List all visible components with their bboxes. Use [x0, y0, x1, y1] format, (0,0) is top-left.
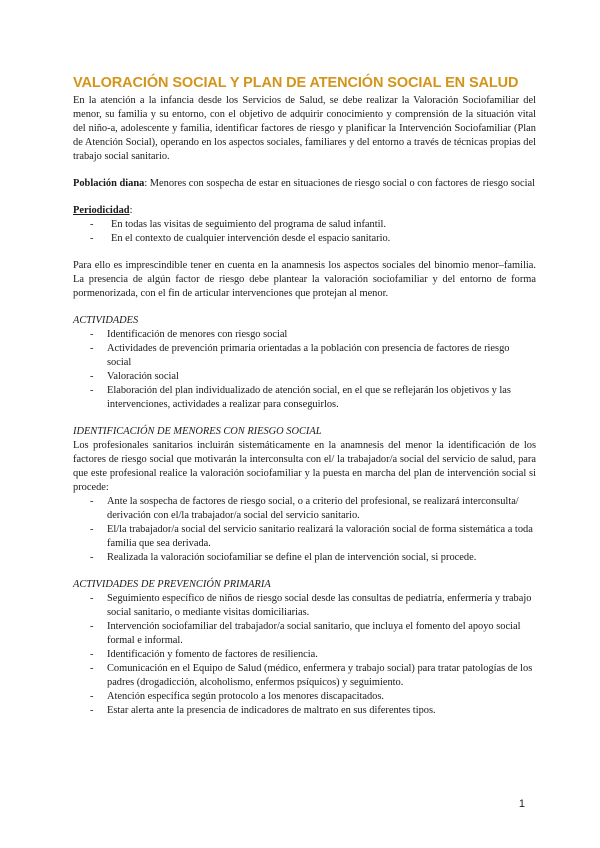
actividades-list — [73, 328, 536, 412]
prevencion-list — [73, 592, 536, 718]
list-item: - Intervención sociofamiliar del trabajador/a social sanitario, que incluya el fomento del apoyo social formal e informal. — [73, 620, 536, 648]
list-item: - Ante la sospecha de factores de riesgo social, o a criterio del profesional, se realizará interconsulta/ derivación con el/la trabajador/a social del servicio sanitario. — [73, 495, 536, 523]
page-title: VALORACIÓN SOCIAL Y PLAN DE ATENCIÓN SOCIAL EN SALUD — [73, 75, 519, 91]
poblacion-diana-paragraph — [73, 177, 536, 191]
list-item: - Identificación y fomento de factores de resiliencia. — [73, 648, 536, 662]
list-item: - Estar alerta ante la presencia de indicadores de maltrato en sus diferentes tipos. — [73, 704, 536, 718]
page-number: 1 — [518, 798, 525, 810]
anamnesis-paragraph: Para ello es imprescindible tener en cuenta en la anamnesis los aspectos sociales del binomio menor–familia. La presencia de algún factor de riesgo debe plantear la valoración sociofamiliar y del entorno de forma pormenorizada, con el fin de articular intervenciones que protejan al menor. — [73, 260, 536, 299]
list-item: - Valoración social — [73, 370, 536, 384]
intro-paragraph: En la atención a la infancia desde los Servicios de Salud, se debe realizar la Valoración Sociofamiliar del menor, su familia y su entorno, con el objetivo de adquirir conocimiento y comprensión de la situación vital del niño-a, adolescente y familia, identificar factores de riesgo y planificar la Intervención Sociofamiliar (Plan de Atención Social), operando en los aspectos sociales, familiares y del entorno a través de técnicas propias del trabajo social sanitario. — [73, 95, 536, 162]
list-item: - Elaboración del plan individualizado de atención social, en el que se reflejarán los objetivos y las intervenciones, actividades a realizar para conseguirlos. — [73, 384, 536, 412]
actividades-heading: ACTIVIDADES — [73, 315, 139, 326]
poblacion-diana-text: : Menores con sospecha de estar en situaciones de riesgo social o con factores de riesgo social — [144, 178, 535, 189]
identificacion-list — [73, 495, 536, 565]
periodicidad-label: Periodicidad — [73, 205, 130, 216]
list-item: - El/la trabajador/a social del servicio sanitario realizará la valoración social de forma sistemática a toda familia que sea derivada. — [73, 523, 536, 551]
periodicidad-colon: : — [129, 205, 133, 216]
list-item: - Seguimiento específico de niños de riesgo social desde las consultas de pediatría, enfermería y trabajo social sanitario, o mediante visitas domiciliarias. — [73, 592, 536, 620]
list-item: - Comunicación en el Equipo de Salud (médico, enfermera y trabajo social) para tratar patologías de los padres (drogadicción, alcoholismo, enfermos psíquicos) y seguimiento. — [73, 662, 536, 690]
list-item: - Realizada la valoración sociofamiliar se define el plan de intervención social, si procede. — [73, 551, 536, 565]
periodicidad-heading — [73, 204, 536, 218]
list-item: - Actividades de prevención primaria orientadas a la población con presencia de factores de riesgo social — [73, 342, 536, 370]
prevencion-heading: ACTIVIDADES DE PREVENCIÓN PRIMARIA — [73, 579, 271, 590]
list-item: - En todas las visitas de seguimiento del programa de salud infantil. — [73, 218, 536, 232]
list-item: - Identificación de menores con riesgo social — [73, 328, 536, 342]
list-item: - Atención específica según protocolo a los menores discapacitados. — [73, 690, 536, 704]
identificacion-heading: IDENTIFICACIÓN DE MENORES CON RIESGO SOCIAL — [73, 426, 322, 437]
periodicidad-list — [73, 218, 536, 246]
identificacion-paragraph: Los profesionales sanitarios incluirán sistemáticamente en la anamnesis del menor la identificación de los factores de riesgo social que motivarán la interconsulta con el/ la trabajador/a social del servicio de salud, para que este profesional realice la valoración sociofamiliar y la puesta en marcha del plan de intervención social si procede: — [73, 440, 536, 493]
poblacion-diana-label: Población diana — [73, 178, 145, 189]
list-item: - En el contexto de cualquier intervención desde el espacio sanitario. — [73, 232, 536, 246]
